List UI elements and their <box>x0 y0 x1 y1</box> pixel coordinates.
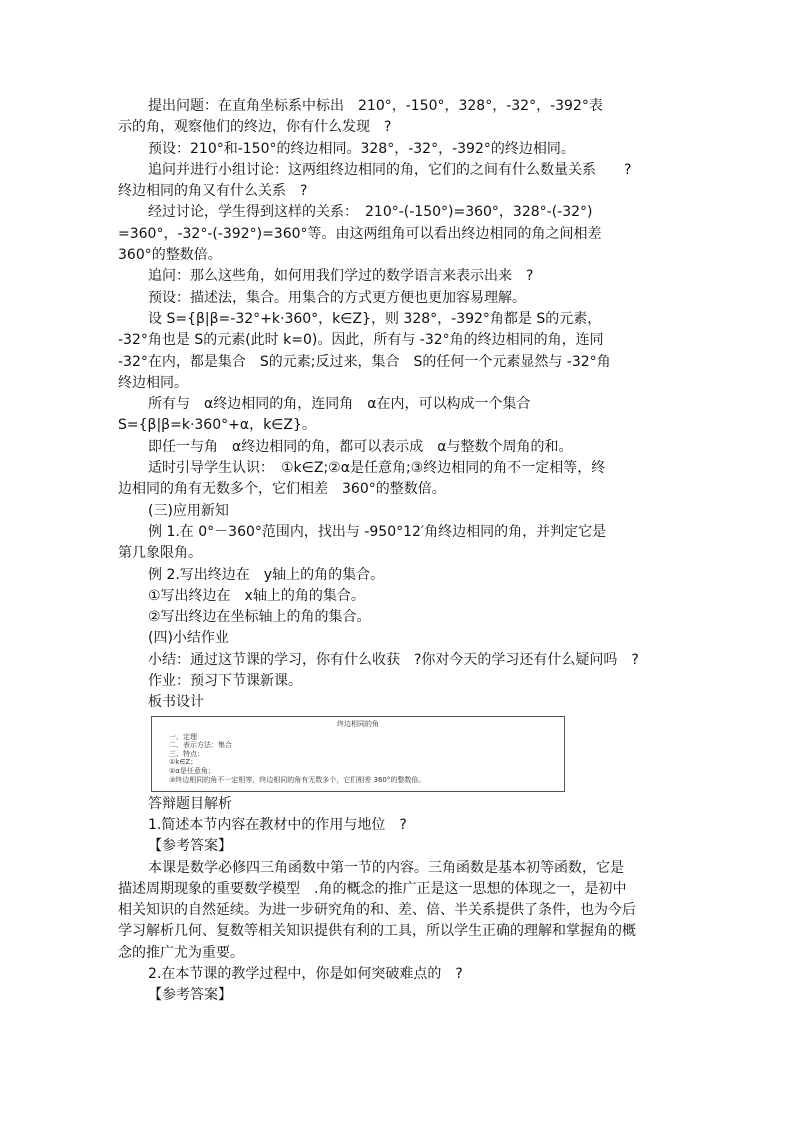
answer-label: 【参考答案】 <box>148 987 232 1004</box>
text-line: 追问：那么这些角，如何用我们学过的数学语言来表示出来 ? <box>148 268 534 285</box>
text-line: ②写出终边在坐标轴上的角的集合。 <box>148 609 371 626</box>
text-line: 念的推广尤为重要。 <box>118 944 244 961</box>
text-line: 提出问题：在直角坐标系中标出 210°，-150°，328°，-32°，-392°表 <box>148 98 603 114</box>
board-design-image <box>151 716 565 792</box>
text-line: 小结：通过这节课的学习，你有什么收获 ?你对今天的学习还有什么疑问吗 ? <box>148 651 639 668</box>
text-line: 第几象限角。 <box>118 545 202 562</box>
text-line: 相关知识的自然延续。为进一步研究角的和、差、倍、半关系提供了条件，也为今后 <box>118 902 636 919</box>
text-line: 预设：描述法，集合。用集合的方式更方便也更加容易理解。 <box>148 289 526 306</box>
text-line: 终边相同的角又有什么关系 ? <box>118 183 308 200</box>
text-line: -32°角也是 S的元素(此时 k=0)。因此，所有与 -32°角的终边相同的角，连同 <box>118 332 604 349</box>
text-line: 学习解析几何、复数等相关知识提供有利的工具，所以学生正确的理解和掌握角的概 <box>118 923 636 940</box>
text-line: 终边相同。 <box>118 374 188 391</box>
text-line: =360°，-32°-(-392°)=360°等。由这两组角可以看出终边相同的角之间相差 <box>118 225 602 242</box>
section-heading: 板书设计 <box>148 694 204 711</box>
document-body <box>118 96 678 1007</box>
text-line: S={β|β=k·360°+α，k∈Z}。 <box>118 417 316 434</box>
board-title: 终边相同的角 <box>337 719 379 728</box>
question: 2.在本节课的教学过程中，你是如何突破难点的 ? <box>148 965 463 982</box>
text-line: 例 2.写出终边在 y轴上的角的集合。 <box>148 566 385 583</box>
text-line: 360°的整数倍。 <box>118 247 222 264</box>
text-line: 示的角，观察他们的终边，你有什么发现 ? <box>118 119 392 136</box>
text-line: 描述周期现象的重要数学模型 .角的概念的推广正是这一思想的体现之一，是初中 <box>118 880 627 897</box>
text-line: 设 S={β|β=-32°+k·360°，k∈Z}，则 328°，-392°角都是 S的元素， <box>148 310 602 327</box>
text-line: 经过讨论，学生得到这样的关系： 210°-(-150°)=360°，328°-(-32°) <box>148 204 593 221</box>
board-item: ①k∈Z； <box>169 758 198 767</box>
text-line: 作业：预习下节课新课。 <box>148 673 302 690</box>
board-items <box>169 733 425 785</box>
board-item: 三、特点： <box>169 749 204 758</box>
board-item: ③终边相同的角不一定相等，终边相同的角有无数多个，它们相差 360°的整数倍。 <box>169 775 426 784</box>
board-item: ②α是任意角； <box>169 766 215 775</box>
board-item: 二、表示方法：集合 <box>169 741 232 750</box>
text-line: 追问并进行小组讨论：这两组终边相同的角，它们的之间有什么数量关系 ? <box>148 161 632 178</box>
board-item: 一、定理 <box>169 732 197 741</box>
text-line: 即任一与角 α终边相同的角，都可以表示成 α与整数个周角的和。 <box>148 438 573 455</box>
answer-label: 【参考答案】 <box>148 838 232 855</box>
text-line: 所有与 α终边相同的角，连同角 α在内，可以构成一个集合 <box>148 396 531 413</box>
text-line: ①写出终边在 x轴上的角的集合。 <box>148 587 365 604</box>
text-line: 例 1.在 0°－360°范围内，找出与 -950°12′角终边相同的角，并判定它是 <box>148 523 607 540</box>
text-line: 适时引导学生认识： ①k∈Z;②α是任意角;③终边相同的角不一定相等，终 <box>148 460 606 477</box>
section-heading: (三)应用新知 <box>148 502 229 519</box>
section-heading: (四)小结作业 <box>148 630 229 647</box>
text-line: 边相同的角有无数多个，它们相差 360°的整数倍。 <box>118 481 446 498</box>
text-line: 预设：210°和-150°的终边相同。328°，-32°，-392°的终边相同。 <box>148 140 575 157</box>
text-line: 本课是数学必修四三角函数中第一节的内容。三角函数是基本初等函数，它是 <box>148 859 624 876</box>
question: 1.简述本节内容在教材中的作用与地位 ? <box>148 816 407 833</box>
section-heading: 答辩题目解析 <box>148 795 232 812</box>
text-line: -32°在内，都是集合 S的元素;反过来，集合 S的任何一个元素显然与 -32°角 <box>118 353 611 370</box>
